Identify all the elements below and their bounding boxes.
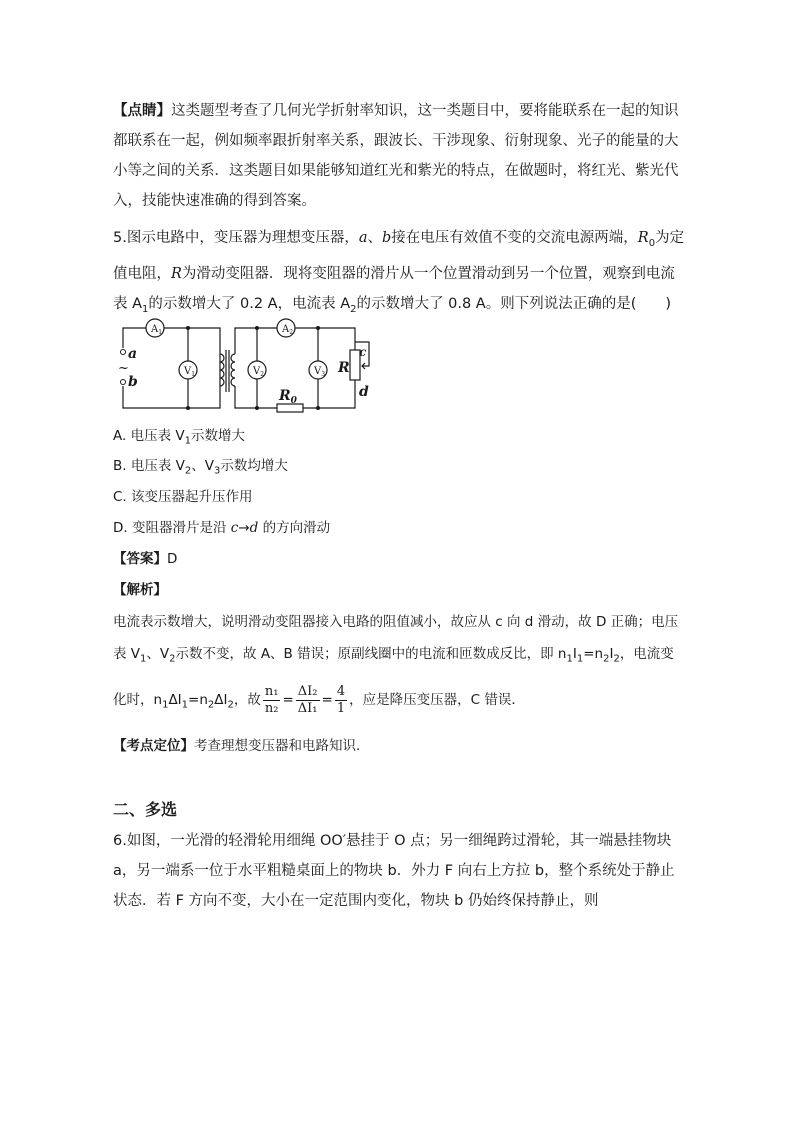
comment-tag: 【点睛】 [113, 103, 171, 119]
analysis-sub: 2 [169, 653, 176, 665]
label-d: d [359, 384, 369, 400]
option-a [113, 426, 245, 452]
analysis-text: ，故 [233, 692, 261, 708]
option-a-text: 示数增大 [190, 428, 245, 444]
q5-var-b: b [382, 230, 392, 246]
option-d [113, 518, 330, 538]
option-d-arrow: → [238, 520, 250, 536]
terminal-a [121, 350, 126, 355]
analysis-sub: 2 [613, 653, 620, 665]
answer [113, 549, 177, 569]
answer-value: D [167, 551, 178, 567]
q5-sub: 0 [648, 237, 656, 249]
equals-sign: = [282, 692, 294, 708]
option-c-text: C. 该变压器起升压作用 [113, 489, 253, 505]
analysis-sub: 1 [140, 653, 147, 665]
option-d-var-d: d [249, 520, 259, 536]
label-c: c [359, 345, 367, 359]
label-r0-sub: 0 [290, 396, 297, 406]
answer-tag: 【答案】 [113, 551, 167, 567]
q5-sub: 1 [142, 303, 149, 315]
comment-paragraph [113, 96, 685, 216]
q5-text: 接在电压有效值不变的交流电源两端， [391, 230, 638, 246]
fraction-delta-i [296, 684, 320, 717]
v1-label: V [184, 366, 192, 377]
analysis-text: I [572, 646, 577, 662]
analysis-text: 、V [146, 646, 170, 662]
analysis-sub: 1 [181, 699, 189, 711]
analysis-text: 化时，n [113, 692, 163, 708]
a1-label: A [151, 324, 159, 335]
analysis-text: =n [188, 692, 208, 708]
circuit-diagram [113, 314, 373, 414]
q5-text: 的示数增大了 0.2 A，电流表 A [148, 295, 351, 312]
option-d-var-c: c [230, 520, 239, 536]
option-a-sub: 1 [184, 435, 191, 447]
kaodian-tag: 【考点定位】 [113, 738, 194, 754]
v2-sub: 2 [260, 371, 265, 378]
kaodian [113, 736, 370, 756]
analysis-text: ΔI [168, 692, 182, 708]
option-b-sub: 3 [214, 465, 221, 477]
q5-sub: 2 [350, 303, 357, 315]
q5-text: 的示数增大了 0.8 A。则下列说法正确的是( ) [356, 295, 672, 312]
analysis-formula-line [113, 680, 525, 720]
option-d-text: 的方向滑动 [258, 520, 331, 536]
analysis-text: I [609, 646, 614, 662]
q5-text: 为定值电阻， [113, 230, 685, 282]
analysis-text: =n [583, 646, 604, 662]
analysis-sub: 2 [227, 699, 234, 711]
option-a-text: A. 电压表 V [113, 428, 185, 444]
option-b-text: 示数均增大 [220, 458, 288, 474]
fraction-denominator: ΔI₁ [297, 700, 318, 716]
analysis-text: ，应是降压变压器，C 错误． [349, 692, 525, 708]
question-6-stem [113, 826, 685, 916]
option-d-text: D. 变阻器滑片是沿 [113, 520, 231, 536]
a1-sub: 1 [158, 329, 163, 336]
q6-text: 6.如图，一光滑的轻滑轮用细绳 OO′悬挂于 O 点；另一细绳跨过滑轮，其一端悬挂物块 a，另一端系一位于水平粗糙桌面上的物块 b．外力 F 向右上方拉 b，整个系统处于静止状态．若 F 方向不变，大小在一定范围内变化，物块 b 仍始终保持静止，则 [113, 833, 675, 909]
label-a: a [128, 346, 138, 362]
fraction-denominator: n₂ [264, 700, 279, 716]
fraction-numerator: n₁ [264, 683, 279, 699]
terminal-b [121, 380, 126, 385]
label-r0: R [279, 388, 291, 404]
a2-sub: 2 [289, 329, 294, 336]
fraction-denominator: 1 [336, 700, 346, 716]
analysis-text: 电流表示数增大，说明滑动变阻器接入电路的阻值减小，故应从 c 向 d 滑动，故 D 正确；电压表 V [113, 614, 679, 662]
kaodian-text: 考查理想变压器和电路知识． [194, 738, 370, 754]
fraction-numerator: 4 [336, 683, 346, 699]
question-5-stem [113, 223, 685, 325]
option-b-text: 、V [191, 458, 214, 474]
svg-text:R0 [278, 388, 298, 406]
option-b-text: B. 电压表 V [113, 458, 185, 474]
q5-var-r0: R [637, 230, 649, 246]
analysis-text: 示数不变，故 A、B 错误；原副线圈中的电流和匝数成反比，即 n [175, 646, 567, 662]
v1-sub: 1 [191, 371, 196, 378]
fraction-numerator: ΔI₂ [297, 683, 318, 699]
analysis-tag: 【解析】 [113, 582, 167, 598]
analysis-sub: 2 [603, 653, 610, 665]
option-c [113, 487, 253, 507]
option-b [113, 456, 288, 482]
comment-text: 这类题型考查了几何光学折射率知识，这一类题目中，要将能联系在一起的知识都联系在一起，例如频率跟折射率关系，跟波长、干涉现象、衍射现象、光子的能量的大小等之间的关系．这类题目如果能够知道红光和紫光的特点，在做题时，将红光、紫光代入，技能快速准确的得到答案。 [113, 103, 679, 209]
fraction-4-1 [335, 684, 347, 717]
option-b-sub: 2 [184, 465, 192, 477]
section-title: 二、多选 [113, 800, 178, 819]
v3-label: V [314, 366, 322, 377]
a2-label: A [282, 324, 290, 335]
q5-text: 5.图示电路中，变压器为理想变压器， [113, 230, 359, 246]
equals-sign: = [321, 692, 333, 708]
analysis-sub: 1 [576, 653, 584, 665]
v2-label: V [253, 366, 261, 377]
q5-text: 、 [367, 230, 382, 246]
label-b: b [128, 374, 138, 390]
analysis-sub: 1 [162, 699, 169, 711]
q5-var-r: R [171, 265, 182, 282]
analysis-paragraph [113, 606, 685, 676]
q5-text: 为滑动变阻器．现将变阻器的滑片从一个位置滑动到另一个位置，观察到电流表 A [113, 265, 675, 312]
ac-source-symbol: ~ [118, 361, 129, 376]
analysis-sub: 2 [207, 699, 215, 711]
analysis-text: ，电流变 [619, 646, 674, 662]
v3-sub: 3 [321, 371, 326, 378]
analysis-text: ΔI [214, 692, 228, 708]
analysis-sub: 1 [566, 653, 573, 665]
analysis-heading [113, 580, 167, 600]
label-r: R [338, 360, 350, 376]
fraction-n1-n2 [263, 684, 281, 717]
q5-var-a: a [358, 230, 368, 246]
